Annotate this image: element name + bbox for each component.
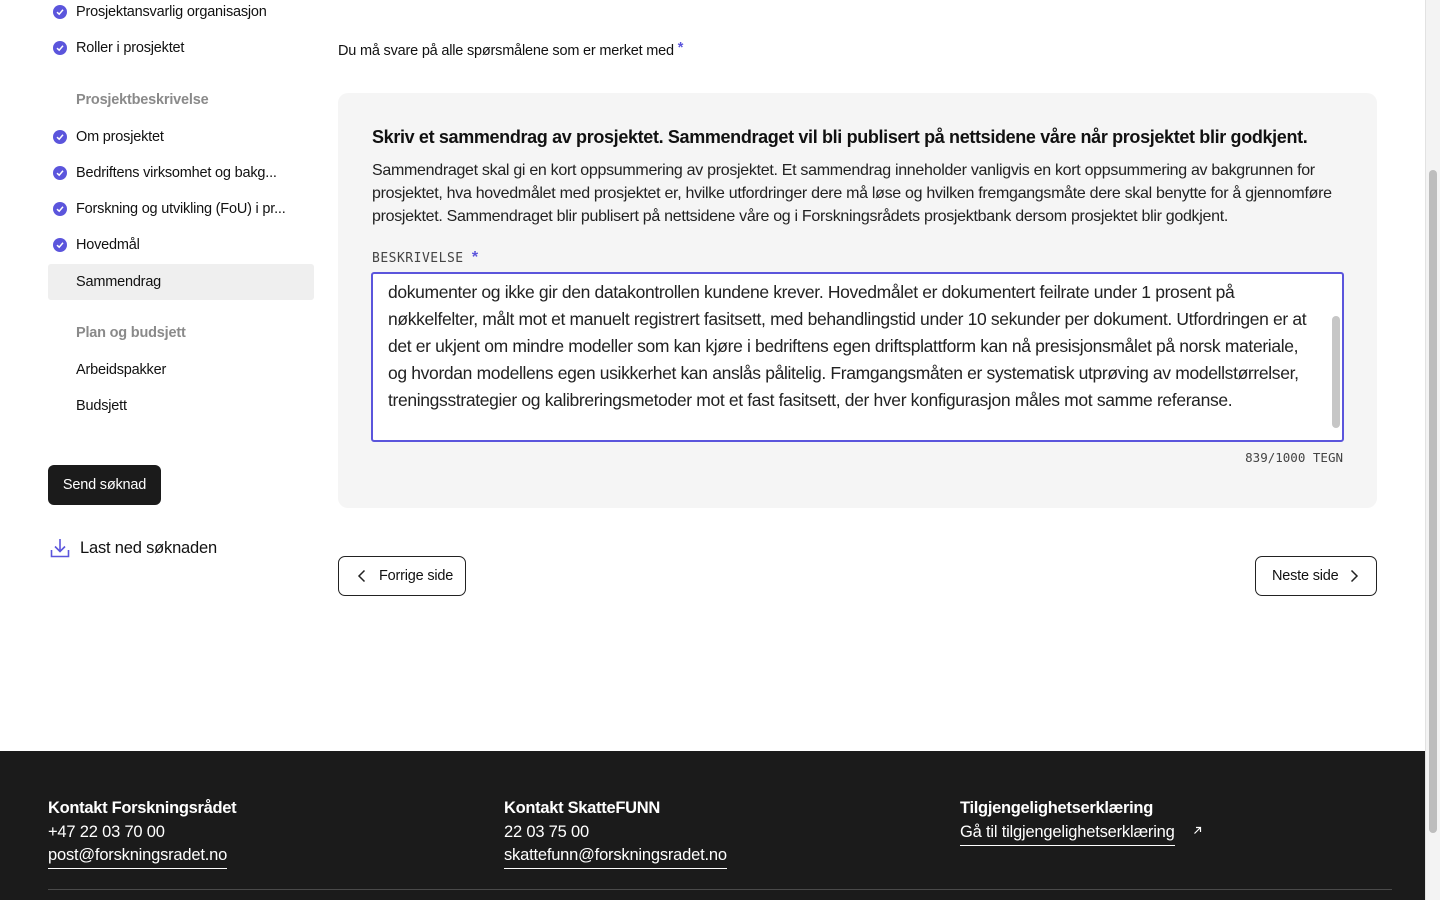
sidebar-item-om-prosjektet[interactable] <box>48 119 314 155</box>
footer-divider <box>48 889 1392 890</box>
footer <box>0 751 1425 900</box>
footer-heading: Kontakt SkatteFUNN <box>504 799 660 817</box>
previous-page-button[interactable] <box>338 556 466 596</box>
sidebar-item-sammendrag[interactable] <box>48 264 314 300</box>
page-scrollbar-thumb[interactable] <box>1429 170 1437 833</box>
sidebar-item-forskning-utvikling[interactable] <box>48 191 314 227</box>
external-link-icon <box>1193 826 1202 835</box>
summary-textarea-value[interactable] <box>388 272 1318 414</box>
sidebar-item-label: Arbeidspakker <box>76 362 167 378</box>
send-application-button[interactable]: Send søknad <box>48 465 161 505</box>
page-scrollbar[interactable] <box>1425 0 1440 900</box>
character-counter: 839/1000 TEGN <box>1245 450 1343 465</box>
check-circle-icon <box>53 202 67 216</box>
footer-contact-forskningsradet <box>48 799 236 869</box>
sidebar-item-prosjektansvarlig[interactable] <box>48 0 314 30</box>
sidebar-item-label: Hovedmål <box>76 237 140 253</box>
footer-phone: +47 22 03 70 00 <box>48 823 165 841</box>
check-circle-icon <box>53 166 67 180</box>
sidebar-section-heading: Prosjektbeskrivelse <box>76 92 209 108</box>
footer-accessibility <box>960 799 1202 846</box>
field-label-text: BESKRIVELSE <box>372 251 464 266</box>
summary-textarea[interactable] <box>371 272 1344 442</box>
footer-email-link[interactable]: skattefunn@forskningsradet.no <box>504 844 727 869</box>
required-fields-note <box>338 40 683 59</box>
question-title: Skriv et sammendrag av prosjektet. Sammendraget vil bli publisert på nettsidene våre når prosjektet blir godkjent. <box>372 127 1308 147</box>
check-circle-icon <box>53 130 67 144</box>
next-page-button[interactable] <box>1255 556 1377 596</box>
textarea-value-text: dokumenter og ikke gir den datakontrollen kundene krever. Hovedmålet er dokumentert feilrate under 1 prosent på nøkkelfelter, målt mot et manuelt registrert fasitsett, med behandlingstid under 10 sekunder per dokument. Utfordringen er at det er ukjent om mindre modeller som kan kjøre i bedriftens egen driftsplattform kan nå presisjonsmålet på norsk materiale, og hvordan modellens egen usikkerhet kan anslås pålitelig. Framgangsmåten er systematisk utprøving av modellstørrelser, treningsstrategier og kalibreringsmetoder mot et fast fasitsett, der hver konfigurasjon måles mot samme referanse. <box>388 282 1307 410</box>
next-page-label: Neste side <box>1272 568 1339 584</box>
check-circle-icon <box>53 5 67 19</box>
sidebar-item-label: Om prosjektet <box>76 129 164 145</box>
required-star: * <box>471 249 479 266</box>
question-description: Sammendraget skal gi en kort oppsummering av prosjektet. Et sammendrag inneholder vanligvis en kort oppsummering av bakgrunnen for prosjektet, hva hovedmålet med prosjektet er, hvilke utfordringer dere må løse og hvilken fremgangsmåte dere skal benytte for å gjennomføre prosjektet. Sammendraget blir publisert på nettsidene våre og i Forskningsrådets prosjektbank dersom prosjektet blir godkjent. <box>372 162 1332 225</box>
chevron-left-icon <box>357 569 367 583</box>
sidebar-item-hovedmal[interactable] <box>48 227 314 263</box>
sidebar-item-label: Budsjett <box>76 398 127 414</box>
footer-phone: 22 03 75 00 <box>504 823 589 841</box>
previous-page-label: Forrige side <box>379 568 454 584</box>
sidebar-item-bedriftens-virksomhet[interactable] <box>48 155 314 191</box>
textarea-scrollbar[interactable] <box>1332 316 1340 428</box>
accessibility-statement-link[interactable]: Gå til tilgjengelighetserklæring <box>960 821 1175 846</box>
sidebar-item-roller[interactable] <box>48 30 314 66</box>
check-circle-icon <box>53 41 67 55</box>
download-icon <box>48 536 72 560</box>
required-note-text: Du må svare på alle spørsmålene som er merket med <box>338 43 674 59</box>
sidebar-item-label: Bedriftens virksomhet og bakg... <box>76 165 277 181</box>
footer-contact-skattefunn <box>504 799 727 869</box>
textarea-clipped-line <box>388 272 1318 279</box>
download-label: Last ned søknaden <box>80 538 217 557</box>
sidebar-item-label: Prosjektansvarlig organisasjon <box>76 4 267 20</box>
field-label <box>372 249 479 267</box>
question-card <box>338 93 1377 508</box>
footer-heading: Kontakt Forskningsrådet <box>48 799 237 817</box>
check-circle-icon <box>53 238 67 252</box>
sidebar-item-budsjett[interactable] <box>48 388 314 424</box>
sidebar-item-label: Forskning og utvikling (FoU) i pr... <box>76 201 286 217</box>
sidebar-item-arbeidspakker[interactable] <box>48 352 314 388</box>
sidebar-section-heading: Plan og budsjett <box>76 325 186 341</box>
footer-heading: Tilgjengelighetserklæring <box>960 799 1153 817</box>
chevron-right-icon <box>1349 569 1359 583</box>
sidebar-item-label: Sammendrag <box>76 274 162 290</box>
required-star: * <box>677 40 684 56</box>
download-application-link[interactable] <box>48 536 217 560</box>
sidebar-item-label: Roller i prosjektet <box>76 40 185 56</box>
footer-email-link[interactable]: post@forskningsradet.no <box>48 844 227 869</box>
page-title-fragment <box>548 0 572 4</box>
